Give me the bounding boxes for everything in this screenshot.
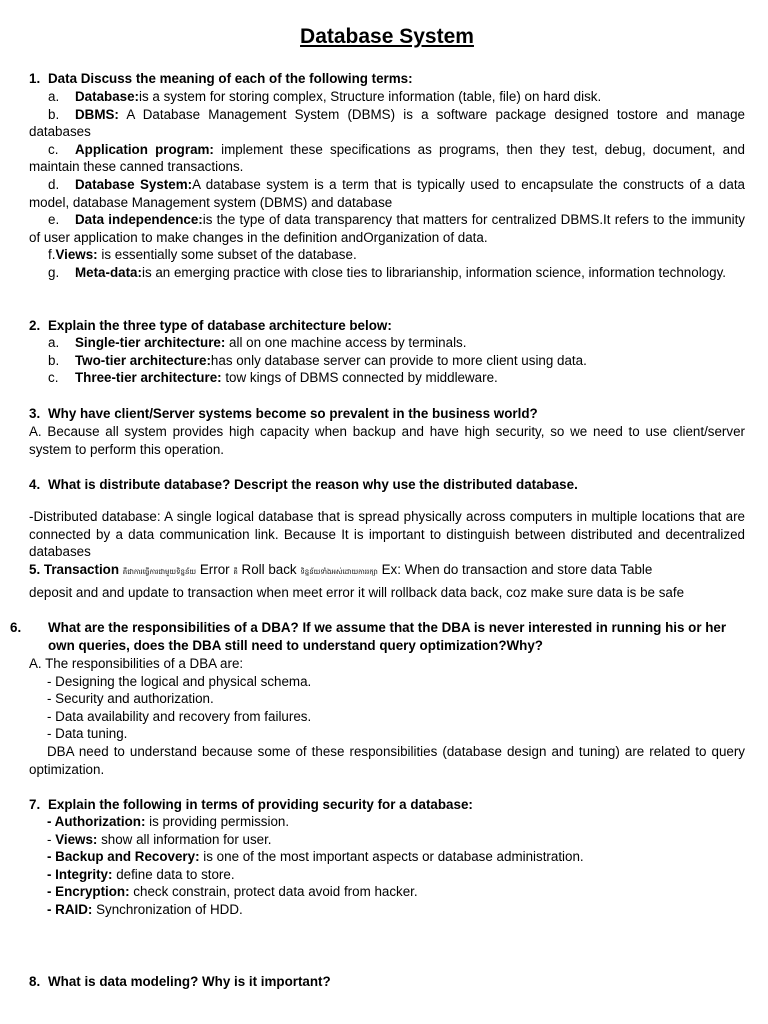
definition: implement these specifications as programs, then they test, debug, document, and maintain these canned transactions.: [29, 141, 745, 175]
term: - Encryption:: [47, 884, 130, 900]
page-title: Database System: [300, 25, 474, 48]
definition: is a system for storing complex, Structure information (table, file) on hard disk.: [139, 89, 602, 104]
question-text: Explain the three type of database architecture below:: [48, 318, 392, 333]
term: DBMS:: [75, 106, 119, 122]
definition: is one of the most important aspects or database administration.: [199, 849, 584, 865]
term: Views:: [55, 247, 98, 263]
example-text: Ex: When do transaction and store data Table: [381, 562, 653, 577]
question-text: Explain the following in terms of providing security for a database:: [48, 797, 473, 812]
answer-4: -Distributed database: A single logical database that is spread physically across computers in multiple locations that are connected by a data communication link. Because It is important to distinguish between distributed and decentralized databases: [29, 509, 745, 560]
term: Database:: [75, 89, 140, 104]
list-item: [29, 866, 745, 884]
khmer-text: ទិន្នន័យទាំងអស់ដោយការរក្សា: [300, 569, 378, 576]
answer-6: [29, 655, 745, 743]
list-item: b. DBMS: A Database Management System (DBMS) is a software package designed tostore and manage databases: [29, 106, 745, 140]
term: Application program:: [75, 141, 214, 157]
term: - Integrity:: [47, 866, 113, 882]
list-item: d. Database System:A database system is a term that is typically used to encapsulate the constructs of a data model, database Management system (DBMS) and database: [29, 176, 745, 210]
rollback-word: Roll back: [241, 562, 297, 577]
definition: is the type of data transparency that matters for centralized DBMS.It refers to the immunity of user application to make changes in the definition andOrganization of data.: [29, 212, 745, 245]
list-item: c. Three-tier architecture: tow kings of DBMS connected by middleware.: [48, 370, 498, 386]
definition: A database system is a term that is typically used to encapsulate the constructs of a data model, database Management system (DBMS) and database: [29, 176, 745, 210]
question-text: What is distribute database? Descript the reason why use the distributed database.: [48, 477, 578, 492]
question-text: Why have client/Server systems become so prevalent in the business world?: [48, 406, 538, 421]
definition: is providing permission.: [145, 814, 290, 829]
answer-intro: A. The responsibilities of a DBA are:: [29, 656, 244, 671]
question-number: 1.: [29, 71, 41, 86]
question-text: What is data modeling? Why is it important?: [48, 974, 331, 989]
definition: A Database Management System (DBMS) is a software package designed tostore and manage databases: [29, 106, 745, 140]
transaction-label: 5. Transaction: [29, 562, 120, 577]
definition: all on one machine access by terminals.: [225, 335, 467, 350]
definition: check constrain, protect data avoid from hacker.: [129, 884, 418, 900]
term: - Authorization:: [47, 814, 146, 829]
definition: show all information for user.: [97, 831, 272, 847]
term: Database System:: [75, 176, 193, 192]
definition: has only database server can provide to more client using data.: [210, 352, 587, 368]
term: Meta-data:: [75, 264, 142, 280]
list-item: [29, 901, 745, 919]
question-4: [29, 476, 745, 494]
khmer-text: គឺ: [233, 569, 238, 576]
question-1-items: [29, 88, 745, 282]
question-number: 8.: [29, 974, 41, 989]
list-item: [29, 883, 745, 901]
term: - Backup and Recovery:: [47, 849, 200, 865]
question-number: 3.: [29, 406, 41, 421]
khmer-text: គឺជាការធ្វើការជាមួយទិន្នន័យ: [122, 569, 197, 576]
question-7: [29, 796, 745, 814]
list-item: - Views: show all information for user.: [47, 831, 272, 847]
list-item: - Designing the logical and physical schema.: [47, 673, 312, 689]
question-6: [10, 619, 745, 654]
list-item: a. Database:is a system for storing complex, Structure information (table, file) on hard disk.: [48, 89, 602, 104]
answer-3: A. Because all system provides high capacity when backup and have high security, so we need to use client/server system to perform this operation.: [29, 424, 745, 457]
list-item: a. Single-tier architecture: all on one machine access by terminals.: [48, 335, 467, 350]
question-number: 2.: [29, 318, 41, 333]
term: Data independence:: [75, 212, 203, 228]
list-item: [29, 848, 745, 866]
question-number: 7.: [29, 797, 41, 812]
term: Three-tier architecture:: [75, 370, 222, 386]
list-item: e. Data independence:is the type of data transparency that matters for centralized DBMS.It refers to the immunity of user application to make changes in the definition andOrganization of data.: [29, 212, 745, 245]
list-item: f.Views: is essentially some subset of the database.: [48, 247, 357, 263]
question-number: 6.: [10, 620, 22, 635]
answer-6-conclusion: DBA need to understand because some of these responsibilities (database design and tuning) are related to query optimization.: [29, 744, 745, 777]
question-2: [29, 317, 745, 335]
list-item: - Data availability and recovery from failures.: [47, 708, 312, 724]
definition: Synchronization of HDD.: [92, 901, 243, 917]
question-3: [29, 405, 745, 423]
term: - RAID:: [47, 901, 93, 917]
term: Views:: [55, 831, 98, 847]
definition: define data to store.: [112, 866, 235, 882]
question-text: Data Discuss the meaning of each of the following terms:: [48, 71, 413, 86]
list-item: - Security and authorization.: [47, 691, 214, 707]
error-word: Error: [199, 562, 230, 577]
term: Single-tier architecture:: [75, 335, 226, 350]
list-item: g. Meta-data:is an emerging practice with close ties to librarianship, information science, information technology.: [48, 264, 726, 280]
list-item: b. Two-tier architecture:has only database server can provide to more client using data.: [48, 352, 587, 368]
question-1: [29, 70, 745, 88]
list-item: c. Application program: implement these specifications as programs, then they test, debug, document, and maintain these canned transactions.: [29, 141, 745, 175]
question-8: [29, 973, 745, 991]
question-2-items: [29, 334, 745, 387]
definition: is essentially some subset of the database.: [97, 247, 357, 263]
list-item: [29, 813, 745, 831]
term: Two-tier architecture:: [75, 352, 211, 368]
question-5: [29, 561, 745, 582]
question-text: What are the responsibilities of a DBA? If we assume that the DBA is never interested in running his or her own queries, does the DBA still need to understand query optimization?Why?: [48, 620, 727, 653]
definition: is an emerging practice with close ties to librarianship, information science, information technology.: [141, 264, 726, 280]
list-item: - Data tuning.: [47, 726, 128, 742]
question-5-line-2: deposit and and update to transaction when meet error it will rollback data back, coz make sure data is be safe: [29, 585, 685, 600]
question-number: 4.: [29, 477, 41, 492]
question-7-items: [29, 813, 745, 919]
definition: tow kings of DBMS connected by middleware.: [221, 370, 498, 386]
